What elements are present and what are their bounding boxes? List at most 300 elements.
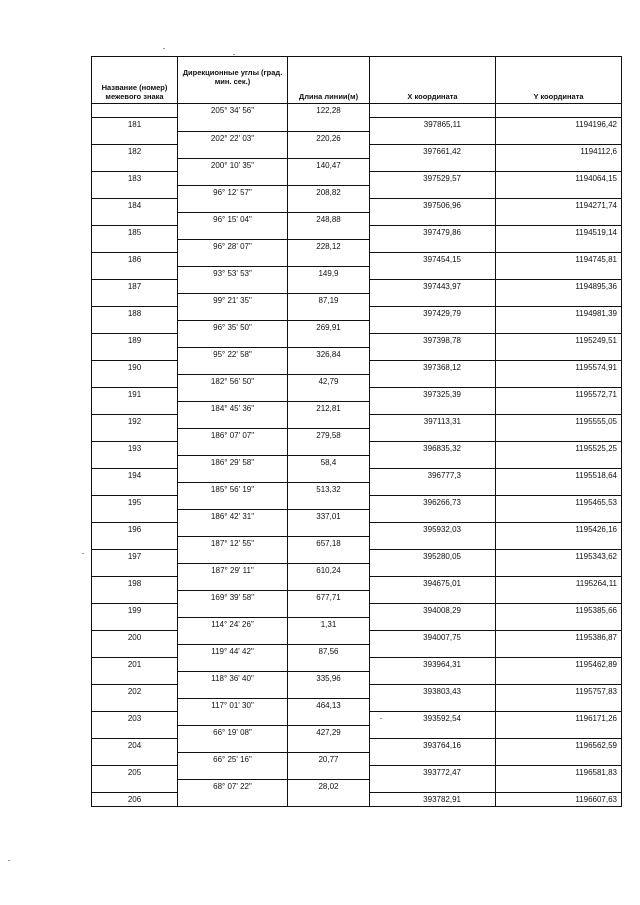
direction-angle: 119° 44' 42" — [178, 644, 288, 658]
table-row — [92, 428, 622, 442]
empty-cell — [178, 631, 288, 645]
y-coordinate: 1194745,81 — [496, 253, 622, 267]
table-row — [92, 793, 622, 807]
direction-angle: 93° 53' 53" — [178, 266, 288, 280]
table-row — [92, 320, 622, 334]
empty-cell — [370, 509, 496, 523]
y-coordinate: 1195462,89 — [496, 658, 622, 672]
line-length: 657,18 — [288, 536, 370, 550]
x-coordinate: 397454,15 — [370, 253, 496, 267]
empty-cell — [288, 739, 370, 753]
table-row — [92, 118, 622, 132]
line-length: 42,79 — [288, 374, 370, 388]
empty-cell — [92, 617, 178, 631]
point-name: 202 — [92, 685, 178, 699]
empty-cell — [496, 644, 622, 658]
line-length: 337,01 — [288, 509, 370, 523]
point-name: 190 — [92, 361, 178, 375]
empty-cell — [178, 199, 288, 213]
empty-cell — [370, 185, 496, 199]
direction-angle: 184° 45' 36" — [178, 401, 288, 415]
table-row — [92, 131, 622, 145]
line-length: 427,29 — [288, 725, 370, 739]
point-name: 182 — [92, 145, 178, 159]
line-length: 326,84 — [288, 347, 370, 361]
empty-cell — [370, 671, 496, 685]
point-name: 205 — [92, 766, 178, 780]
y-coordinate: 1195426,16 — [496, 523, 622, 537]
y-coordinate: 1195574,91 — [496, 361, 622, 375]
x-coordinate: 397443,97 — [370, 280, 496, 294]
empty-cell — [178, 361, 288, 375]
point-name: 199 — [92, 604, 178, 618]
direction-angle: 187° 29' 11" — [178, 563, 288, 577]
table-row — [92, 158, 622, 172]
empty-cell — [370, 644, 496, 658]
y-coordinate: 1196607,63 — [496, 793, 622, 807]
empty-cell — [496, 320, 622, 334]
empty-cell — [496, 158, 622, 172]
empty-cell — [288, 172, 370, 186]
table-row — [92, 766, 622, 780]
direction-angle: 200° 10' 35" — [178, 158, 288, 172]
direction-angle: 202° 22' 03" — [178, 131, 288, 145]
empty-cell — [370, 293, 496, 307]
empty-cell — [370, 401, 496, 415]
table-row — [92, 374, 622, 388]
table-row — [92, 563, 622, 577]
empty-cell — [178, 685, 288, 699]
line-length: 269,91 — [288, 320, 370, 334]
line-length: 149,9 — [288, 266, 370, 280]
point-name: 201 — [92, 658, 178, 672]
empty-cell — [370, 131, 496, 145]
empty-cell — [92, 131, 178, 145]
y-coordinate: 1195386,87 — [496, 631, 622, 645]
direction-angle: 185° 56' 19" — [178, 482, 288, 496]
x-coordinate: 393803,43 — [370, 685, 496, 699]
empty-cell — [92, 347, 178, 361]
empty-cell — [178, 118, 288, 132]
empty-cell — [370, 158, 496, 172]
empty-cell — [496, 239, 622, 253]
point-name: 198 — [92, 577, 178, 591]
empty-cell — [92, 698, 178, 712]
empty-cell — [178, 739, 288, 753]
empty-cell — [178, 604, 288, 618]
direction-angle: 68° 07' 22" — [178, 779, 288, 793]
x-coordinate: 394675,01 — [370, 577, 496, 591]
direction-angle: 117° 01' 30" — [178, 698, 288, 712]
point-name: 181 — [92, 118, 178, 132]
empty-cell — [288, 523, 370, 537]
empty-cell — [288, 577, 370, 591]
table-row — [92, 671, 622, 685]
empty-cell — [92, 401, 178, 415]
y-coordinate: 1194895,36 — [496, 280, 622, 294]
empty-cell — [496, 293, 622, 307]
table-row — [92, 482, 622, 496]
direction-angle: 187° 12' 55" — [178, 536, 288, 550]
line-length: 228,12 — [288, 239, 370, 253]
direction-angle: 96° 28' 07" — [178, 239, 288, 253]
x-coordinate: 397398,78 — [370, 334, 496, 348]
x-coordinate: 397368,12 — [370, 361, 496, 375]
empty-cell — [178, 550, 288, 564]
empty-cell — [288, 334, 370, 348]
empty-cell — [288, 253, 370, 267]
empty-cell — [288, 199, 370, 213]
empty-cell — [496, 212, 622, 226]
y-coordinate: 1194064,15 — [496, 172, 622, 186]
header-name: Название (номер) межевого знака — [92, 57, 178, 104]
empty-cell — [178, 469, 288, 483]
x-coordinate: 393764,16 — [370, 739, 496, 753]
x-coordinate: 397429,79 — [370, 307, 496, 321]
direction-angle: 66° 25' 16" — [178, 752, 288, 766]
point-name: 191 — [92, 388, 178, 402]
table-header-row — [92, 57, 622, 104]
point-name: 203 — [92, 712, 178, 726]
empty-cell — [288, 361, 370, 375]
line-length: 58,4 — [288, 455, 370, 469]
x-coordinate: 393964,31 — [370, 658, 496, 672]
x-coordinate: 393592,54 — [370, 712, 496, 726]
empty-cell — [288, 766, 370, 780]
empty-cell — [370, 536, 496, 550]
table-row — [92, 401, 622, 415]
line-length: 212,81 — [288, 401, 370, 415]
empty-cell — [496, 752, 622, 766]
point-name: 195 — [92, 496, 178, 510]
empty-cell — [288, 658, 370, 672]
empty-cell — [92, 266, 178, 280]
empty-cell — [92, 725, 178, 739]
table-row — [92, 361, 622, 375]
table-row — [92, 442, 622, 456]
empty-cell — [178, 226, 288, 240]
direction-angle: 96° 12' 57" — [178, 185, 288, 199]
empty-cell — [92, 509, 178, 523]
point-name: 194 — [92, 469, 178, 483]
table-row — [92, 590, 622, 604]
empty-cell — [92, 563, 178, 577]
table-row — [92, 185, 622, 199]
line-length: 1,31 — [288, 617, 370, 631]
empty-cell — [496, 698, 622, 712]
empty-cell — [370, 725, 496, 739]
empty-cell — [288, 604, 370, 618]
empty-cell — [496, 590, 622, 604]
empty-cell — [288, 550, 370, 564]
empty-cell — [178, 442, 288, 456]
empty-cell — [92, 104, 178, 118]
empty-cell — [370, 617, 496, 631]
empty-cell — [370, 428, 496, 442]
empty-cell — [496, 617, 622, 631]
empty-cell — [92, 320, 178, 334]
point-name: 197 — [92, 550, 178, 564]
direction-angle: 96° 35' 50" — [178, 320, 288, 334]
x-coordinate: 397325,39 — [370, 388, 496, 402]
empty-cell — [370, 239, 496, 253]
x-coordinate: 396777,3 — [370, 469, 496, 483]
table-row — [92, 293, 622, 307]
line-length: 677,71 — [288, 590, 370, 604]
empty-cell — [496, 401, 622, 415]
empty-cell — [288, 469, 370, 483]
empty-cell — [496, 428, 622, 442]
empty-cell — [288, 685, 370, 699]
table-row — [92, 617, 622, 631]
y-coordinate: 1195343,62 — [496, 550, 622, 564]
y-coordinate: 1195518,64 — [496, 469, 622, 483]
table-row — [92, 658, 622, 672]
y-coordinate: 1196171,26 — [496, 712, 622, 726]
y-coordinate: 1196562,59 — [496, 739, 622, 753]
direction-angle: 186° 29' 58" — [178, 455, 288, 469]
empty-cell — [178, 523, 288, 537]
empty-cell — [288, 118, 370, 132]
empty-cell — [496, 482, 622, 496]
table-row — [92, 779, 622, 793]
line-length: 87,19 — [288, 293, 370, 307]
x-coordinate: 397661,42 — [370, 145, 496, 159]
table-body — [92, 104, 622, 807]
table-row — [92, 536, 622, 550]
empty-cell — [92, 752, 178, 766]
empty-cell — [178, 307, 288, 321]
table-row — [92, 509, 622, 523]
empty-cell — [288, 226, 370, 240]
empty-cell — [178, 496, 288, 510]
line-length: 248,88 — [288, 212, 370, 226]
direction-angle: 96° 15' 04" — [178, 212, 288, 226]
empty-cell — [496, 536, 622, 550]
table-row — [92, 712, 622, 726]
point-name: 183 — [92, 172, 178, 186]
empty-cell — [288, 442, 370, 456]
table-row — [92, 631, 622, 645]
direction-angle: 169° 39' 58" — [178, 590, 288, 604]
empty-cell — [92, 185, 178, 199]
x-coordinate: 394008,29 — [370, 604, 496, 618]
point-name: 196 — [92, 523, 178, 537]
empty-cell — [178, 712, 288, 726]
table-row — [92, 604, 622, 618]
y-coordinate: 1195555,05 — [496, 415, 622, 429]
line-length: 87,56 — [288, 644, 370, 658]
empty-cell — [178, 766, 288, 780]
line-length: 279,58 — [288, 428, 370, 442]
empty-cell — [370, 266, 496, 280]
direction-angle: 114° 24' 26" — [178, 617, 288, 631]
direction-angle: 186° 42' 31" — [178, 509, 288, 523]
table-row — [92, 644, 622, 658]
empty-cell — [92, 293, 178, 307]
table-row — [92, 469, 622, 483]
empty-cell — [370, 779, 496, 793]
table-row — [92, 725, 622, 739]
header-angle: Дирекционные углы (град. мин. сек.) — [178, 57, 288, 104]
direction-angle: 99° 21' 35" — [178, 293, 288, 307]
table-row — [92, 415, 622, 429]
line-length: 122,28 — [288, 104, 370, 118]
table-row — [92, 266, 622, 280]
table-row — [92, 104, 622, 118]
empty-cell — [92, 374, 178, 388]
empty-cell — [370, 698, 496, 712]
empty-cell — [178, 793, 288, 807]
line-length: 28,02 — [288, 779, 370, 793]
coordinates-table — [91, 56, 622, 807]
point-name: 192 — [92, 415, 178, 429]
empty-cell — [496, 455, 622, 469]
table-row — [92, 455, 622, 469]
empty-cell — [288, 415, 370, 429]
y-coordinate: 1195465,53 — [496, 496, 622, 510]
empty-cell — [92, 428, 178, 442]
empty-cell — [496, 347, 622, 361]
empty-cell — [496, 266, 622, 280]
empty-cell — [496, 374, 622, 388]
table-row — [92, 226, 622, 240]
table-row — [92, 253, 622, 267]
direction-angle: 205° 34' 56" — [178, 104, 288, 118]
point-name: 200 — [92, 631, 178, 645]
x-coordinate: 393782,91 — [370, 793, 496, 807]
table-row — [92, 388, 622, 402]
empty-cell — [178, 658, 288, 672]
line-length: 464,13 — [288, 698, 370, 712]
y-coordinate: 1194196,42 — [496, 118, 622, 132]
empty-cell — [370, 104, 496, 118]
empty-cell — [92, 482, 178, 496]
direction-angle: 66° 19' 08" — [178, 725, 288, 739]
empty-cell — [288, 307, 370, 321]
y-coordinate: 1194519,14 — [496, 226, 622, 240]
empty-cell — [92, 536, 178, 550]
empty-cell — [92, 644, 178, 658]
direction-angle: 95° 22' 58" — [178, 347, 288, 361]
x-coordinate: 397113,31 — [370, 415, 496, 429]
empty-cell — [496, 131, 622, 145]
x-coordinate: 397479,86 — [370, 226, 496, 240]
y-coordinate: 1194271,74 — [496, 199, 622, 213]
y-coordinate: 1195249,51 — [496, 334, 622, 348]
empty-cell — [92, 158, 178, 172]
empty-cell — [178, 334, 288, 348]
x-coordinate: 394007,75 — [370, 631, 496, 645]
direction-angle: 118° 36' 40" — [178, 671, 288, 685]
empty-cell — [496, 563, 622, 577]
x-coordinate: 396835,32 — [370, 442, 496, 456]
empty-cell — [178, 280, 288, 294]
x-coordinate: 396266,73 — [370, 496, 496, 510]
empty-cell — [92, 455, 178, 469]
y-coordinate: 1195385,66 — [496, 604, 622, 618]
line-length: 220,26 — [288, 131, 370, 145]
table-row — [92, 334, 622, 348]
point-name: 204 — [92, 739, 178, 753]
table-row — [92, 739, 622, 753]
x-coordinate: 397506,96 — [370, 199, 496, 213]
y-coordinate: 1196581,83 — [496, 766, 622, 780]
empty-cell — [496, 725, 622, 739]
empty-cell — [496, 779, 622, 793]
table-row — [92, 752, 622, 766]
empty-cell — [178, 415, 288, 429]
empty-cell — [496, 671, 622, 685]
empty-cell — [496, 104, 622, 118]
direction-angle: 182° 56' 50" — [178, 374, 288, 388]
empty-cell — [92, 212, 178, 226]
empty-cell — [496, 509, 622, 523]
empty-cell — [288, 793, 370, 807]
empty-cell — [288, 496, 370, 510]
x-coordinate: 395932,03 — [370, 523, 496, 537]
empty-cell — [370, 563, 496, 577]
point-name: 188 — [92, 307, 178, 321]
empty-cell — [370, 590, 496, 604]
y-coordinate: 1195264,11 — [496, 577, 622, 591]
empty-cell — [288, 712, 370, 726]
point-name: 185 — [92, 226, 178, 240]
point-name: 186 — [92, 253, 178, 267]
x-coordinate: 397865,11 — [370, 118, 496, 132]
empty-cell — [178, 253, 288, 267]
y-coordinate: 1195757,83 — [496, 685, 622, 699]
empty-cell — [288, 388, 370, 402]
empty-cell — [92, 239, 178, 253]
table-row — [92, 199, 622, 213]
direction-angle: 186° 07' 07" — [178, 428, 288, 442]
line-length: 610,24 — [288, 563, 370, 577]
line-length: 335,96 — [288, 671, 370, 685]
table-row — [92, 577, 622, 591]
x-coordinate: 395280,05 — [370, 550, 496, 564]
empty-cell — [178, 172, 288, 186]
empty-cell — [370, 320, 496, 334]
header-x: X координата — [370, 57, 496, 104]
table-row — [92, 550, 622, 564]
empty-cell — [178, 577, 288, 591]
point-name: 187 — [92, 280, 178, 294]
empty-cell — [370, 482, 496, 496]
empty-cell — [496, 185, 622, 199]
table-row — [92, 496, 622, 510]
x-coordinate: 393772,47 — [370, 766, 496, 780]
line-length: 513,32 — [288, 482, 370, 496]
empty-cell — [370, 455, 496, 469]
table-row — [92, 685, 622, 699]
table-row — [92, 347, 622, 361]
empty-cell — [370, 374, 496, 388]
y-coordinate: 1194112,6 — [496, 145, 622, 159]
empty-cell — [288, 280, 370, 294]
table-row — [92, 239, 622, 253]
x-coordinate: 397529,57 — [370, 172, 496, 186]
y-coordinate: 1195572,71 — [496, 388, 622, 402]
empty-cell — [370, 212, 496, 226]
empty-cell — [288, 145, 370, 159]
point-name: 193 — [92, 442, 178, 456]
y-coordinate: 1194981,39 — [496, 307, 622, 321]
table-row — [92, 145, 622, 159]
table-row — [92, 212, 622, 226]
empty-cell — [178, 145, 288, 159]
empty-cell — [370, 752, 496, 766]
